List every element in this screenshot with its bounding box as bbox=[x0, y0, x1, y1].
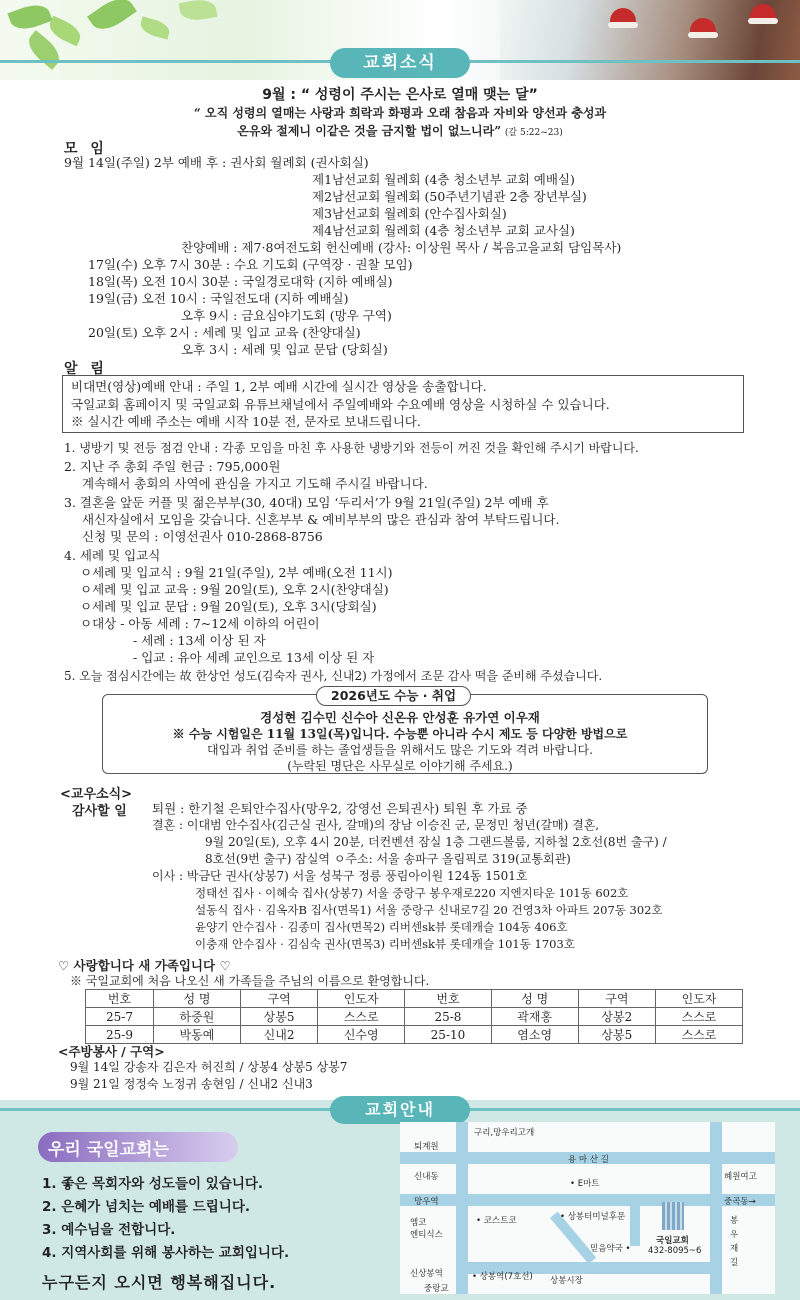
map-label: 상봉시장 bbox=[550, 1276, 583, 1286]
column-header: 인도자 bbox=[656, 990, 743, 1008]
notice-item: 3. 결혼을 앞둔 커플 및 젊은부부(30, 40대) 모임 ‘두리서’가 9월 21일(주일) 2부 예배 후 bbox=[64, 495, 549, 510]
map-label: 혜원여고 bbox=[724, 1172, 757, 1182]
online-notice-line: 국일교회 홈페이지 및 국일교회 유튜브채널에서 주일예배와 수요예배 영상을 시청하실 수 있습니다. bbox=[71, 396, 610, 412]
kitchen-heading: <주방봉사 / 구역> bbox=[58, 1044, 165, 1059]
members-news-line: 8호선(9번 출구) 잠실역 ㅇ주소: 서울 송파구 올림픽로 319(교통회관) bbox=[205, 852, 571, 866]
section-title-guide: 교회안내 bbox=[330, 1096, 470, 1124]
map-label: 믿음약국 • bbox=[590, 1244, 631, 1254]
table-cell: 박동예 bbox=[153, 1026, 240, 1044]
church-slogan: 누구든지 오시면 행복해집니다. bbox=[42, 1273, 277, 1292]
notice-item: ㅇ대상 - 아동 세례 : 7~12세 이하의 어린이 bbox=[80, 616, 320, 631]
members-news-heading: <교우소식> bbox=[60, 787, 133, 802]
meeting-line: 19일(금) 오전 10시 : 국일전도대 (지하 예배실) bbox=[88, 291, 349, 306]
column-header: 성 명 bbox=[153, 990, 240, 1008]
leaf-icon bbox=[46, 16, 84, 47]
table-cell: 25-7 bbox=[86, 1008, 154, 1026]
notice-item: - 세례 : 13세 이상 된 자 bbox=[133, 633, 266, 648]
verse-reference: (갈 5:22~23) bbox=[504, 128, 563, 138]
verse-line-2: 온유와 절제니 이같은 것을 금지할 법이 없느니라” bbox=[237, 124, 502, 138]
map-label: • 상봉역(7호선) bbox=[472, 1272, 533, 1282]
table-cell: 스스로 bbox=[318, 1008, 405, 1026]
online-notice-line: ※ 실시간 예배 주소는 예배 시작 10분 전, 문자로 보내드립니다. bbox=[71, 414, 421, 429]
exam-title: 2026년도 수능 · 취업 bbox=[316, 686, 471, 706]
month-title: 9월 : “ 성령이 주시는 은사로 열매 맺는 달” bbox=[262, 87, 538, 103]
meeting-line: 제4남선교회 월례회 (4층 청소년부 교회 교사실) bbox=[312, 223, 575, 238]
members-news-line: 정태선 집사 · 이혜숙 집사(상봉7) 서울 중랑구 봉우재로220 지엔지타운 101동 602호 bbox=[195, 886, 629, 900]
church-location-map bbox=[400, 1122, 775, 1294]
members-news-line: 설동식 집사 · 김옥자B 집사(면목1) 서울 중랑구 신내로7길 20 건영3차 아파트 207동 302호 bbox=[195, 903, 663, 917]
santa-hat-icon bbox=[610, 8, 636, 24]
map-label: • 상봉터미널후문 bbox=[560, 1212, 626, 1222]
map-church-label: 국일교회 bbox=[656, 1236, 689, 1246]
map-label: 망우역 bbox=[414, 1197, 439, 1207]
church-point: 2. 은혜가 넘치는 예배를 드립니다. bbox=[42, 1199, 250, 1215]
meeting-line: 18일(목) 오전 10시 30분 : 국일경로대학 (지하 예배실) bbox=[88, 274, 393, 289]
table-cell: 25-9 bbox=[86, 1026, 154, 1044]
map-label: 중랑교 bbox=[424, 1284, 449, 1294]
meeting-line: 제3남선교회 월례회 (안수집사회실) bbox=[312, 206, 507, 221]
meeting-line: 17일(수) 오후 7시 30분 : 수요 기도회 (구역장 · 권찰 모임) bbox=[88, 257, 413, 272]
meeting-line: 오후 3시 : 세례 및 입교 문답 (당회실) bbox=[181, 342, 388, 357]
notice-item: 1. 냉방기 및 전등 점검 안내 : 각종 모임을 마친 후 사용한 냉방기와 전등이 꺼진 것을 확인해 주시기 바랍니다. bbox=[64, 441, 639, 455]
meeting-line: 찬양예배 : 제7·8여전도회 헌신예배 (강사: 이상원 목사 / 복음고을교회 담임목사) bbox=[181, 240, 622, 255]
map-church-phone: 432-8095~6 bbox=[648, 1246, 702, 1256]
leaf-icon bbox=[7, 0, 52, 34]
church-point: 1. 좋은 목회자와 성도들이 있습니다. bbox=[42, 1176, 264, 1192]
table-cell: 상봉2 bbox=[578, 1008, 655, 1026]
table-row bbox=[86, 1026, 743, 1044]
column-header: 성 명 bbox=[491, 990, 578, 1008]
leaf-icon bbox=[138, 16, 171, 39]
notice-item: ㅇ세례 및 입교 교육 : 9월 20일(토), 오후 2시(찬양대실) bbox=[80, 582, 389, 597]
exam-note: 대입과 취업 준비를 하는 졸업생들을 위해서도 많은 기도와 격려 바랍니다. bbox=[207, 743, 593, 757]
meeting-line: 제2남선교회 월례회 (50주년기념관 2층 장년부실) bbox=[312, 189, 587, 204]
new-family-table bbox=[85, 989, 743, 1044]
table-cell: 하중원 bbox=[153, 1008, 240, 1026]
map-label: 퇴계원 bbox=[414, 1142, 439, 1152]
map-label: 신내동 bbox=[414, 1172, 439, 1182]
table-cell: 스스로 bbox=[656, 1026, 743, 1044]
members-news-line: 결혼 : 이대범 안수집사(김근실 권사, 갈매)의 장남 이승진 군, 문정민 청년(갈매) 결혼, bbox=[152, 818, 600, 832]
meeting-line: 제1남선교회 월례회 (4층 청소년부 교회 예배실) bbox=[312, 172, 575, 187]
online-notice-line: 비대면(영상)예배 안내 : 주일 1, 2부 예배 시간에 실시간 영상을 송출합니다. bbox=[71, 379, 487, 394]
verse-line-1: “ 오직 성령의 열매는 사랑과 희락과 화평과 오래 참음과 자비와 양선과 충성과 bbox=[193, 106, 607, 120]
table-cell: 상봉5 bbox=[578, 1026, 655, 1044]
members-news-line: 이사 : 박금단 권사(상봉7) 서울 성북구 정릉 풍림아이원 124동 1501호 bbox=[152, 869, 528, 883]
meetings-heading: 모 임 bbox=[64, 141, 108, 157]
notice-item: 2. 지난 주 총회 주일 헌금 : 795,000원 bbox=[64, 459, 281, 474]
thanks-label: 감사할 일 bbox=[72, 804, 127, 819]
notices-heading: 알 림 bbox=[64, 361, 108, 377]
meeting-line: 오후 9시 : 금요심야기도회 (망우 구역) bbox=[181, 308, 392, 323]
table-row bbox=[86, 1008, 743, 1026]
column-header: 번호 bbox=[86, 990, 154, 1008]
kitchen-line: 9월 21일 정정숙 노정귀 송현임 / 신내2 신내3 bbox=[70, 1077, 313, 1091]
notice-item: 5. 오늘 점심시간에는 故 한상언 성도(김숙자 권사, 신내2) 가정에서 조문 감사 떡을 준비해 주셨습니다. bbox=[64, 669, 603, 683]
notice-item: 계속해서 총회의 사역에 관심을 가지고 기도해 주시길 바랍니다. bbox=[82, 476, 428, 491]
new-family-heading: ♡ 사랑합니다 새 가족입니다 ♡ bbox=[58, 958, 231, 973]
map-label: 봉 우 재 길 bbox=[730, 1216, 739, 1268]
members-news-line: 이충재 안수집사 · 김심숙 권사(면목3) 리버센sk뷰 롯데캐슬 101동 1703호 bbox=[195, 937, 575, 951]
meeting-line: 9월 14일(주일) 2부 예배 후 : 권사회 월례회 (권사회실) bbox=[64, 155, 369, 170]
leaf-icon bbox=[87, 0, 137, 36]
new-family-note: ※ 국일교회에 처음 나오신 새 가족들을 주님의 이름으로 환영합니다. bbox=[70, 974, 430, 988]
map-label: 구리,망우리고개 bbox=[474, 1128, 535, 1138]
column-header: 인도자 bbox=[318, 990, 405, 1008]
map-road bbox=[630, 1206, 640, 1246]
map-label: • 코스트코 bbox=[476, 1216, 517, 1226]
kitchen-line: 9월 14일 강송자 김은자 허진희 / 상봉4 상봉5 상봉7 bbox=[70, 1060, 348, 1074]
column-header: 번호 bbox=[405, 990, 492, 1008]
church-point: 3. 예수님을 전합니다. bbox=[42, 1222, 176, 1238]
church-point: 4. 지역사회를 위해 봉사하는 교회입니다. bbox=[42, 1245, 290, 1261]
map-label: 중곡동→ bbox=[724, 1197, 756, 1207]
notice-item: ㅇ세례 및 입교 문답 : 9월 20일(토), 오후 3시(당회실) bbox=[80, 599, 377, 614]
table-cell: 스스로 bbox=[656, 1008, 743, 1026]
map-label: 용 마 산 길 bbox=[568, 1155, 609, 1165]
exam-note: ※ 수능 시험일은 11월 13일(목)입니다. 수능뿐 아니라 수시 제도 등 다양한 방법으로 bbox=[172, 727, 628, 741]
column-header: 구역 bbox=[578, 990, 655, 1008]
notice-item: 신청 및 문의 : 이영선권사 010-2868-8756 bbox=[82, 529, 323, 544]
members-news-line: 윤양기 안수집사 · 김종미 집사(면목2) 리버센sk뷰 롯데캐슬 104동 406호 bbox=[195, 920, 568, 934]
members-news-line: 9월 20일(토), 오후 4시 20분, 더컨벤션 잠실 1층 그랜드볼룸, 지하철 2호선(8번 출구) / bbox=[205, 835, 667, 849]
table-cell: 신내2 bbox=[240, 1026, 317, 1044]
notice-item: - 입교 : 유아 세례 교인으로 13세 이상 된 자 bbox=[133, 650, 375, 665]
church-building-icon bbox=[662, 1202, 684, 1230]
choir-photo bbox=[500, 0, 800, 80]
table-cell: 곽재홍 bbox=[491, 1008, 578, 1026]
exam-note: (누락된 명단은 사무실로 이야기해 주세요.) bbox=[287, 759, 513, 773]
notice-item: 새신자실에서 모임을 갖습니다. 신혼부부 & 예비부부의 많은 관심과 참여 부탁드립니다. bbox=[82, 512, 560, 527]
table-cell: 염소영 bbox=[491, 1026, 578, 1044]
table-cell: 25-8 bbox=[405, 1008, 492, 1026]
church-title: 우리 국일교회는 bbox=[48, 1140, 169, 1160]
table-cell: 신수영 bbox=[318, 1026, 405, 1044]
notice-item: 4. 세례 및 입교식 bbox=[64, 548, 161, 563]
leaf-icon bbox=[179, 0, 218, 23]
table-cell: 상봉5 bbox=[240, 1008, 317, 1026]
exam-names: 경성현 김수민 신수아 신온유 안성훈 유가연 이우재 bbox=[260, 710, 540, 725]
santa-hat-icon bbox=[690, 18, 716, 34]
map-label: 엠코 엔티식스 bbox=[410, 1218, 443, 1240]
map-label: 신상봉역 bbox=[410, 1269, 443, 1279]
table-header-row bbox=[86, 990, 743, 1008]
table-cell: 25-10 bbox=[405, 1026, 492, 1044]
section-title-news: 교회소식 bbox=[330, 48, 470, 78]
map-road bbox=[400, 1194, 775, 1206]
map-label: • E마트 bbox=[570, 1179, 600, 1189]
church-title-badge bbox=[38, 1132, 238, 1162]
members-news-line: 퇴원 : 한기철 은퇴안수집사(망우2, 강영선 은퇴권사) 퇴원 후 가료 중 bbox=[152, 801, 528, 816]
santa-hat-icon bbox=[750, 4, 776, 20]
meeting-line: 20일(토) 오후 2시 : 세례 및 입교 교육 (찬양대실) bbox=[88, 325, 361, 340]
online-worship-box bbox=[62, 375, 744, 433]
notice-item: ㅇ세례 및 입교식 : 9월 21일(주일), 2부 예배(오전 11시) bbox=[80, 565, 393, 580]
column-header: 구역 bbox=[240, 990, 317, 1008]
